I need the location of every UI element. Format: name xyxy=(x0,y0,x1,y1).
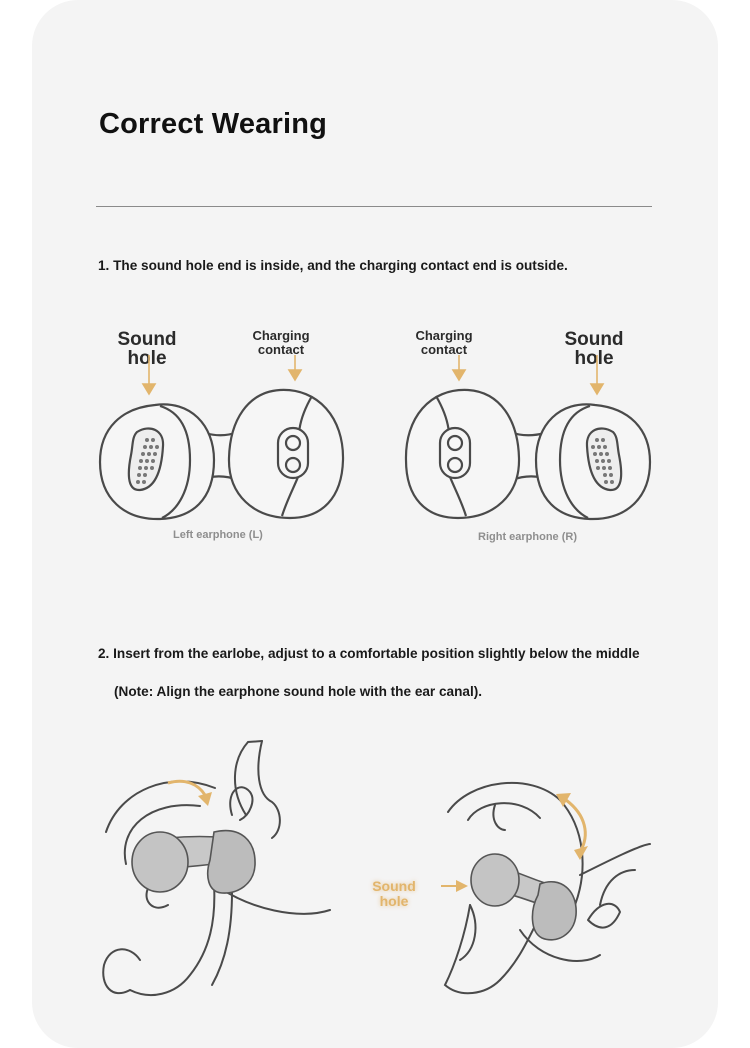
step-2-text: 2. Insert from the earlobe, adjust to a comfortable position slightly below the middle xyxy=(98,646,640,661)
step-1-text: 1. The sound hole end is inside, and the charging contact end is outside. xyxy=(98,258,568,273)
left-earphone-caption: Left earphone (L) xyxy=(173,529,263,541)
sound-hole-pointer-arrow xyxy=(441,880,468,892)
sound-hole-label-right: Sound hole xyxy=(564,329,624,369)
charging-contact-label-left: Charging contact xyxy=(252,328,310,357)
left-earphone-worn xyxy=(132,831,255,893)
sound-hole-label-gold: Sound hole xyxy=(372,878,416,909)
right-earphone-caption: Right earphone (R) xyxy=(478,531,577,543)
charging-contact-label-right: Charging contact xyxy=(415,328,473,357)
step-2-note: (Note: Align the earphone sound hole with the ear canal). xyxy=(114,684,483,699)
sound-hole-label-left: Sound hole xyxy=(117,329,177,369)
right-earphone-worn xyxy=(471,854,576,940)
page-title: Correct Wearing xyxy=(99,108,328,140)
